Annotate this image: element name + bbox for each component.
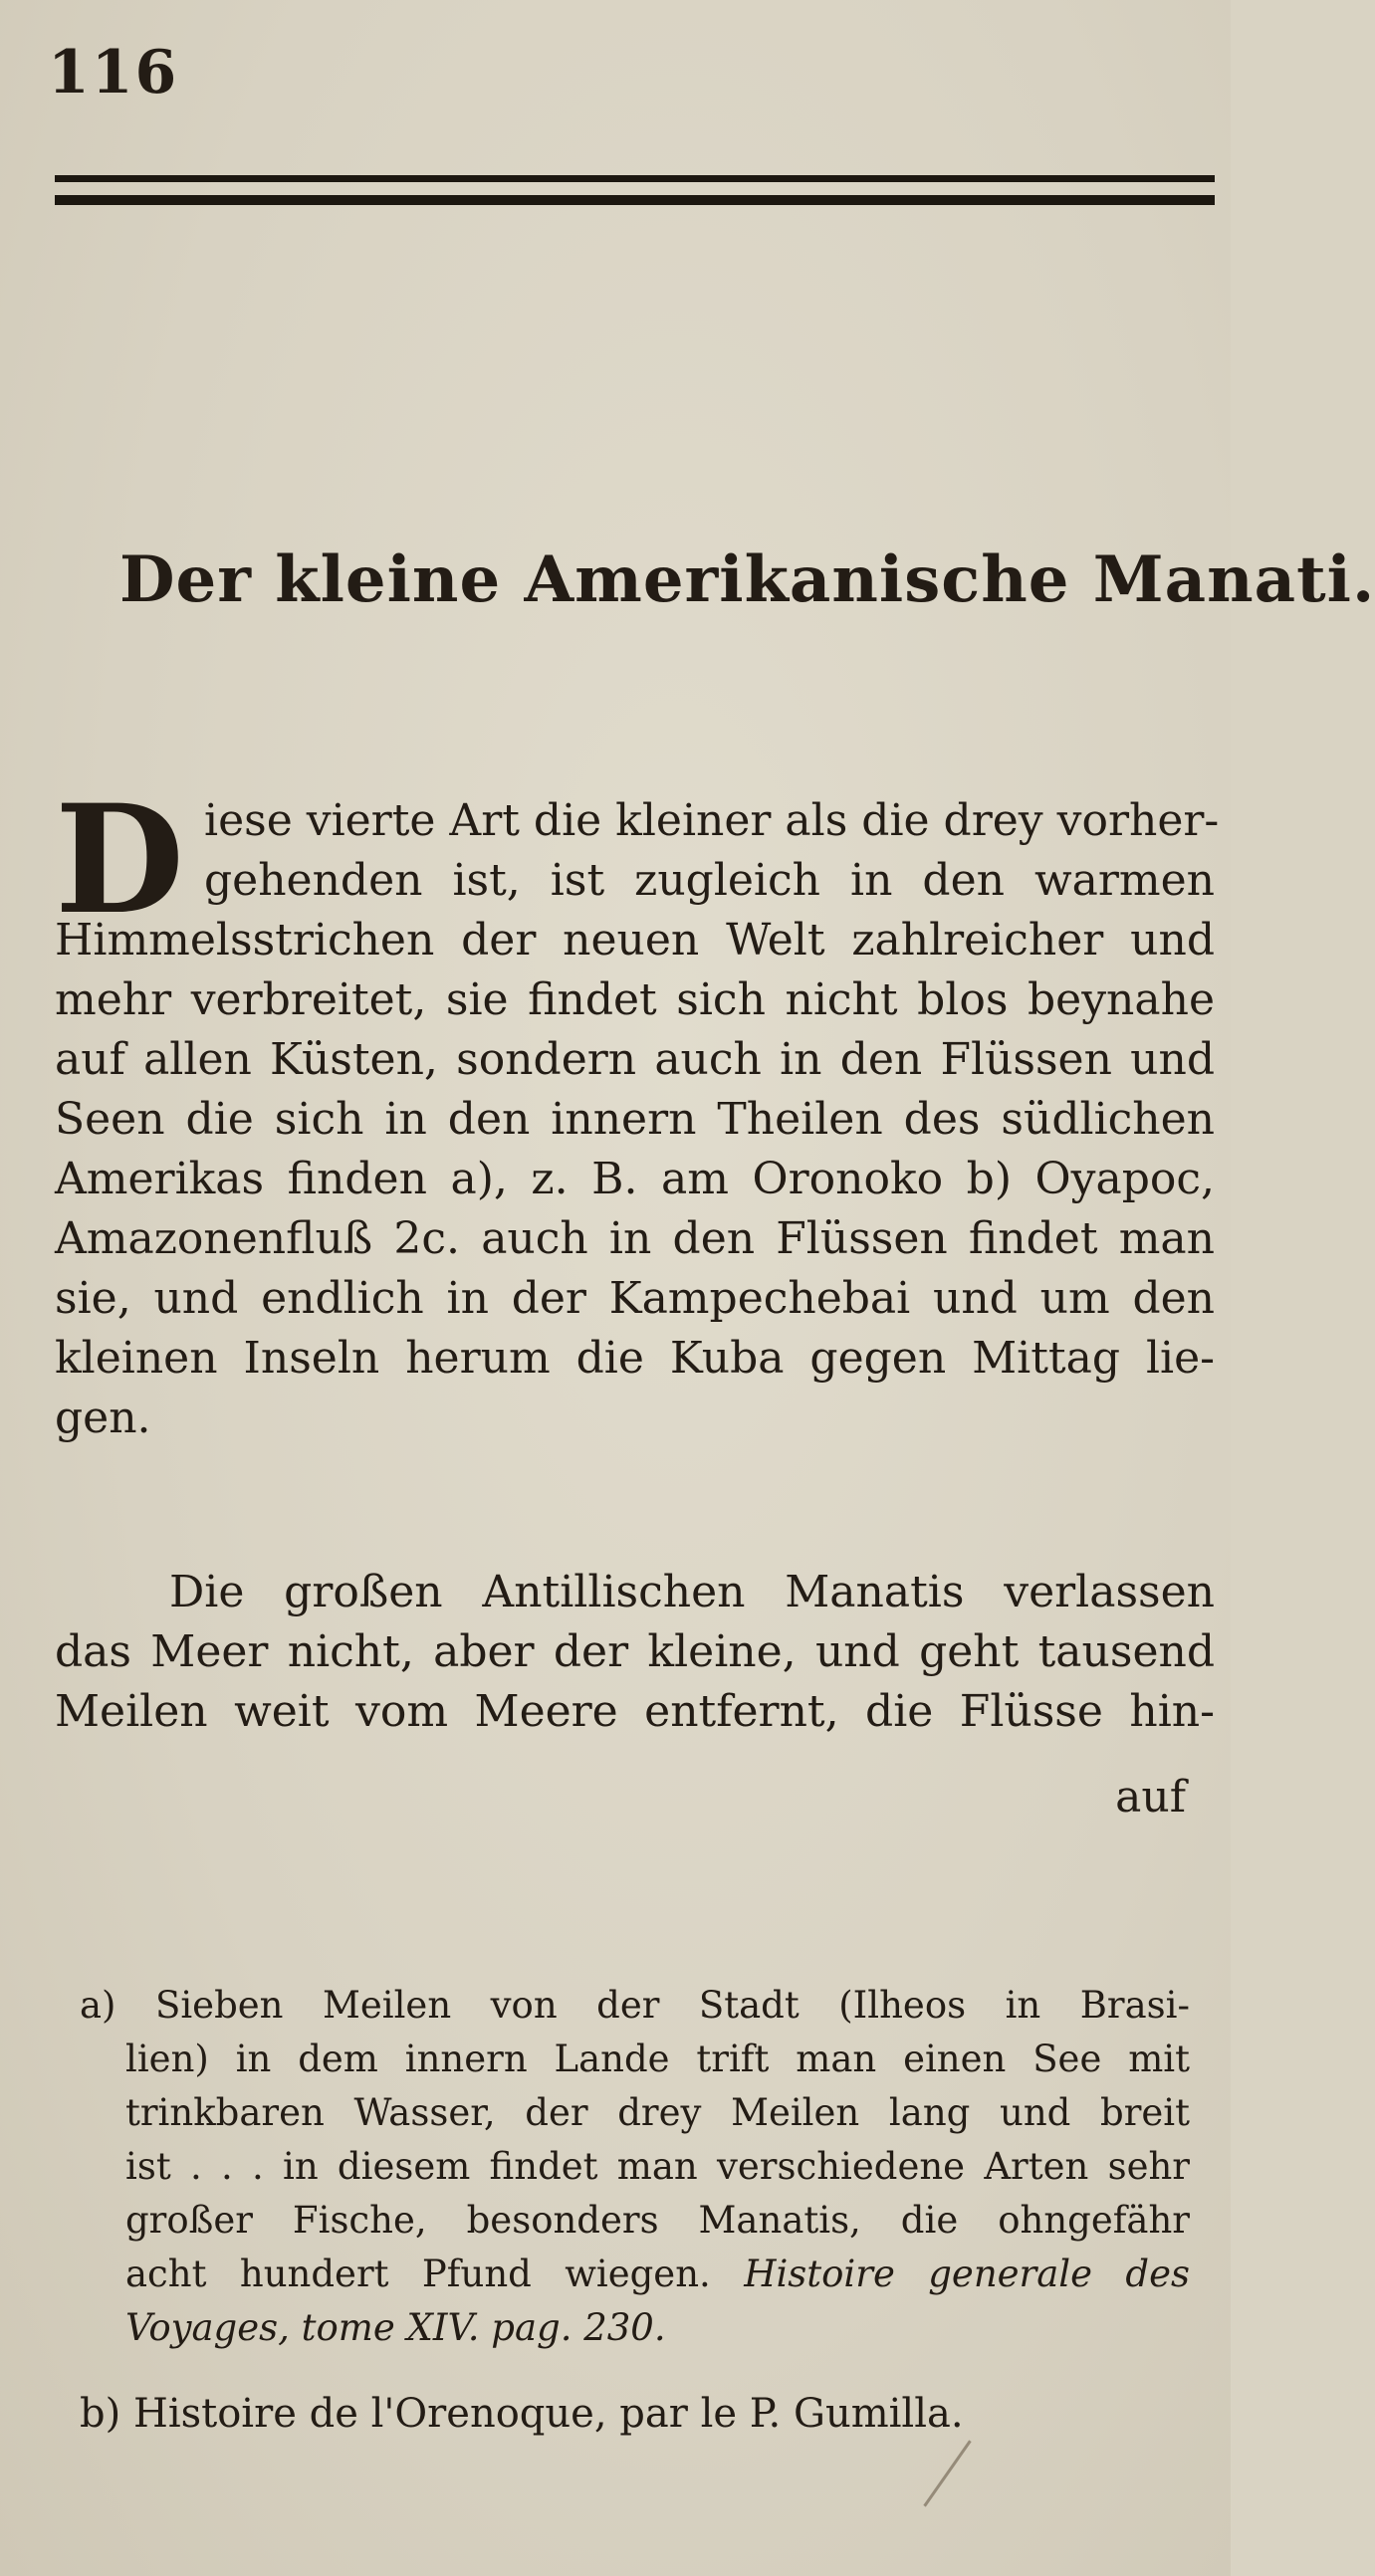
footnote-line: trinkbaren Wasser, der drey Meilen lang und breit xyxy=(125,2091,1190,2134)
text-line: Die großen Antillischen Manatis verlassen xyxy=(169,1567,1215,1617)
footnote-a xyxy=(80,1979,1190,2355)
footnote-marker: b) xyxy=(80,2391,121,2437)
text-line: gehenden ist, ist zugleich in den warmen xyxy=(204,855,1215,906)
text-line: Amazonenfluß 2c. auch in den Flüssen findet man xyxy=(55,1213,1215,1264)
text-line: iese vierte Art die kleiner als die drey vorher- xyxy=(204,795,1220,846)
footnote-line: ist . . . in diesem findet man verschiedene Arten sehr xyxy=(125,2145,1190,2188)
header-rule-thin xyxy=(55,175,1215,182)
text-line: auf allen Küsten, sondern auch in den Flüssen und xyxy=(55,1034,1215,1085)
text-line: Seen die sich in den innern Theilen des südlichen xyxy=(55,1094,1215,1145)
footnote-citation-line: Voyages, tome XIV. pag. 230. xyxy=(125,2306,666,2349)
text-line: Amerikas finden a), z. B. am Oronoko b) Oyapoc, xyxy=(55,1154,1215,1204)
footnote-line xyxy=(80,2248,1190,2301)
paragraph-2 xyxy=(55,1563,1215,1742)
header-rule-thick xyxy=(55,195,1215,205)
footnote-line xyxy=(80,1979,1190,2033)
text-line: Himmelsstrichen der neuen Welt zahlreicher und xyxy=(55,915,1215,966)
footnote-text: acht hundert Pfund wiegen. xyxy=(125,2253,711,2295)
text-line: gen. xyxy=(55,1393,151,1443)
text-line: mehr verbreitet, sie findet sich nicht blos beynahe xyxy=(55,974,1215,1025)
page-number: 116 xyxy=(48,38,179,107)
footnote-text: Histoire de l'Orenoque, par le P. Gumilla. xyxy=(132,2391,964,2437)
ink-mark xyxy=(923,2440,971,2506)
text-line: Meilen weit vom Meere entfernt, die Flüsse hin- xyxy=(55,1686,1215,1737)
chapter-heading: Der kleine Amerikanische Manati. xyxy=(119,542,1375,617)
footnote-b xyxy=(80,2387,1190,2441)
footnote-text: Sieben Meilen von der Stadt (Ilheos in Brasi- xyxy=(155,1984,1190,2027)
drop-capital: D xyxy=(55,772,185,948)
text-line: sie, und endlich in der Kampechebai und um den xyxy=(55,1273,1215,1324)
catchword: auf xyxy=(1115,1772,1186,1823)
footnote-line: lien) in dem innern Lande trift man einen See mit xyxy=(125,2038,1190,2080)
paragraph-1 xyxy=(55,772,1220,1448)
text-line: das Meer nicht, aber der kleine, und geht tausend xyxy=(55,1626,1215,1677)
footnote-citation: Histoire generale des xyxy=(744,2253,1190,2295)
footnote-line: großer Fische, besonders Manatis, die ohngefähr xyxy=(125,2199,1190,2242)
text-line: kleinen Inseln herum die Kuba gegen Mittag lie- xyxy=(55,1333,1215,1384)
footnote-marker: a) xyxy=(80,1984,116,2027)
